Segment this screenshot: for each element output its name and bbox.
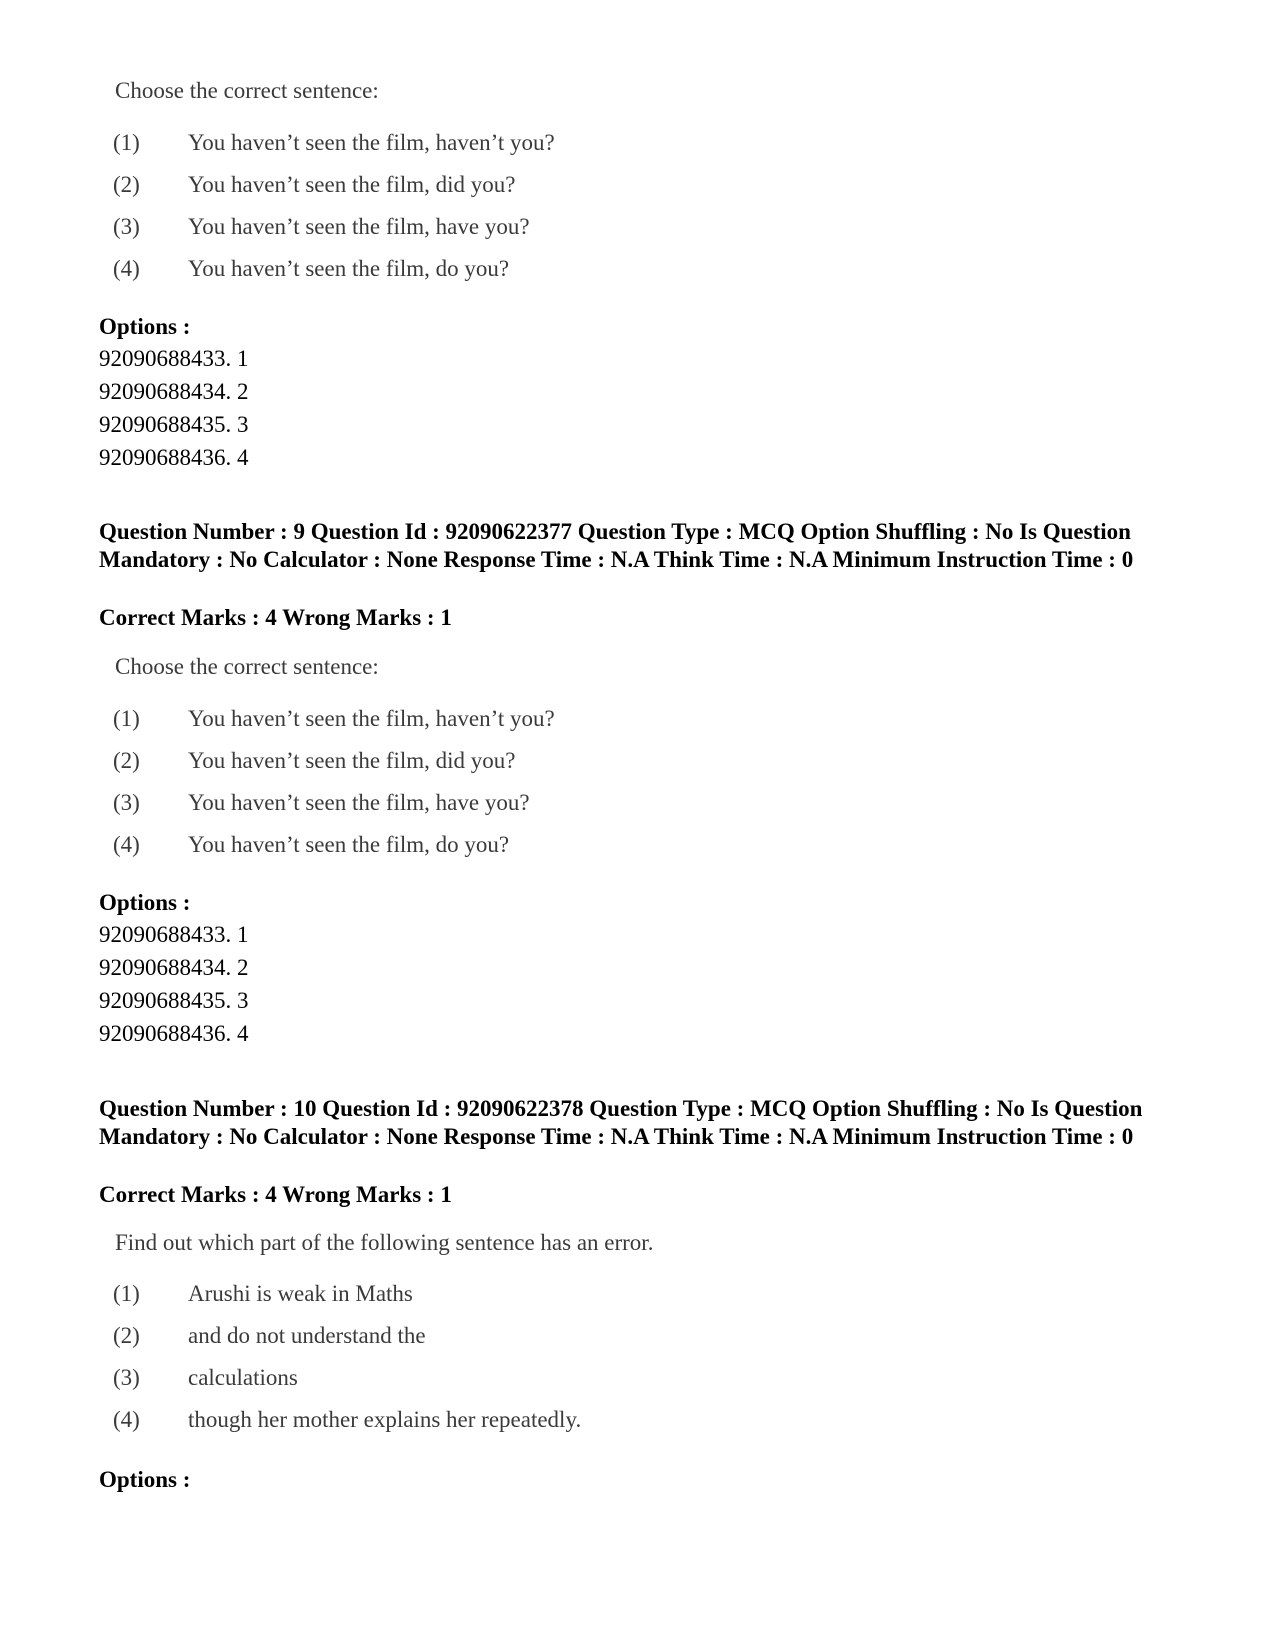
choice-text: You haven’t seen the film, have you? — [188, 214, 530, 239]
question-meta: Question Number : 10 Question Id : 92090622378 Question Type : MCQ Option Shuffling : No Is Question Mandatory : No Calculator : None Response Time : N.A Think Time : N.A Minimum Instruction Time : 0 — [99, 1096, 1143, 1149]
choice-number: (1) — [113, 706, 140, 731]
choice-row — [113, 172, 516, 198]
choice-number: (2) — [113, 1323, 140, 1348]
options-label: Options : — [99, 314, 191, 339]
option-line: 92090688434. 2 — [99, 955, 249, 980]
choice-text: You haven’t seen the film, have you? — [188, 790, 530, 815]
question-marks: Correct Marks : 4 Wrong Marks : 1 — [99, 605, 452, 630]
option-line: 92090688433. 1 — [99, 346, 249, 371]
choice-number: (3) — [113, 214, 140, 239]
choice-text: You haven’t seen the film, did you? — [188, 748, 516, 773]
choice-text: and do not understand the — [188, 1323, 426, 1348]
option-line: 92090688436. 4 — [99, 1021, 249, 1046]
choice-text: though her mother explains her repeatedly. — [188, 1407, 582, 1432]
question-stem: Choose the correct sentence: — [115, 78, 379, 103]
choice-text: Arushi is weak in Maths — [188, 1281, 413, 1306]
choice-row — [113, 706, 555, 732]
choice-text: You haven’t seen the film, haven’t you? — [188, 706, 555, 731]
question-marks: Correct Marks : 4 Wrong Marks : 1 — [99, 1182, 452, 1207]
choice-row — [113, 1323, 426, 1349]
choice-number: (4) — [113, 832, 140, 857]
choice-row — [113, 1281, 413, 1307]
choice-text: You haven’t seen the film, did you? — [188, 172, 516, 197]
choice-row — [113, 130, 555, 156]
option-line: 92090688434. 2 — [99, 379, 249, 404]
choice-row — [113, 256, 509, 282]
option-line: 92090688435. 3 — [99, 412, 249, 437]
option-line: 92090688435. 3 — [99, 988, 249, 1013]
choice-text: You haven’t seen the film, do you? — [188, 256, 510, 281]
choice-text: calculations — [188, 1365, 298, 1390]
choice-number: (2) — [113, 172, 140, 197]
choice-number: (2) — [113, 748, 140, 773]
choice-number: (4) — [113, 1407, 140, 1432]
choice-row — [113, 790, 530, 816]
choice-row — [113, 1407, 581, 1433]
choice-number: (1) — [113, 130, 140, 155]
choice-row — [113, 748, 516, 774]
question-meta: Question Number : 9 Question Id : 92090622377 Question Type : MCQ Option Shuffling : No Is Question Mandatory : No Calculator : None Response Time : N.A Think Time : N.A Minimum Instruction Time : 0 — [99, 519, 1134, 572]
choice-row — [113, 1365, 298, 1391]
options-label: Options : — [99, 890, 191, 915]
choice-text: You haven’t seen the film, haven’t you? — [188, 130, 555, 155]
choice-number: (4) — [113, 256, 140, 281]
choice-row — [113, 214, 530, 240]
choice-row — [113, 832, 509, 858]
choice-text: You haven’t seen the film, do you? — [188, 832, 510, 857]
choice-number: (3) — [113, 1365, 140, 1390]
choice-number: (3) — [113, 790, 140, 815]
option-line: 92090688436. 4 — [99, 445, 249, 470]
options-label: Options : — [99, 1467, 191, 1492]
choice-number: (1) — [113, 1281, 140, 1306]
option-line: 92090688433. 1 — [99, 922, 249, 947]
question-stem: Choose the correct sentence: — [115, 654, 379, 679]
question-stem: Find out which part of the following sentence has an error. — [115, 1230, 654, 1255]
